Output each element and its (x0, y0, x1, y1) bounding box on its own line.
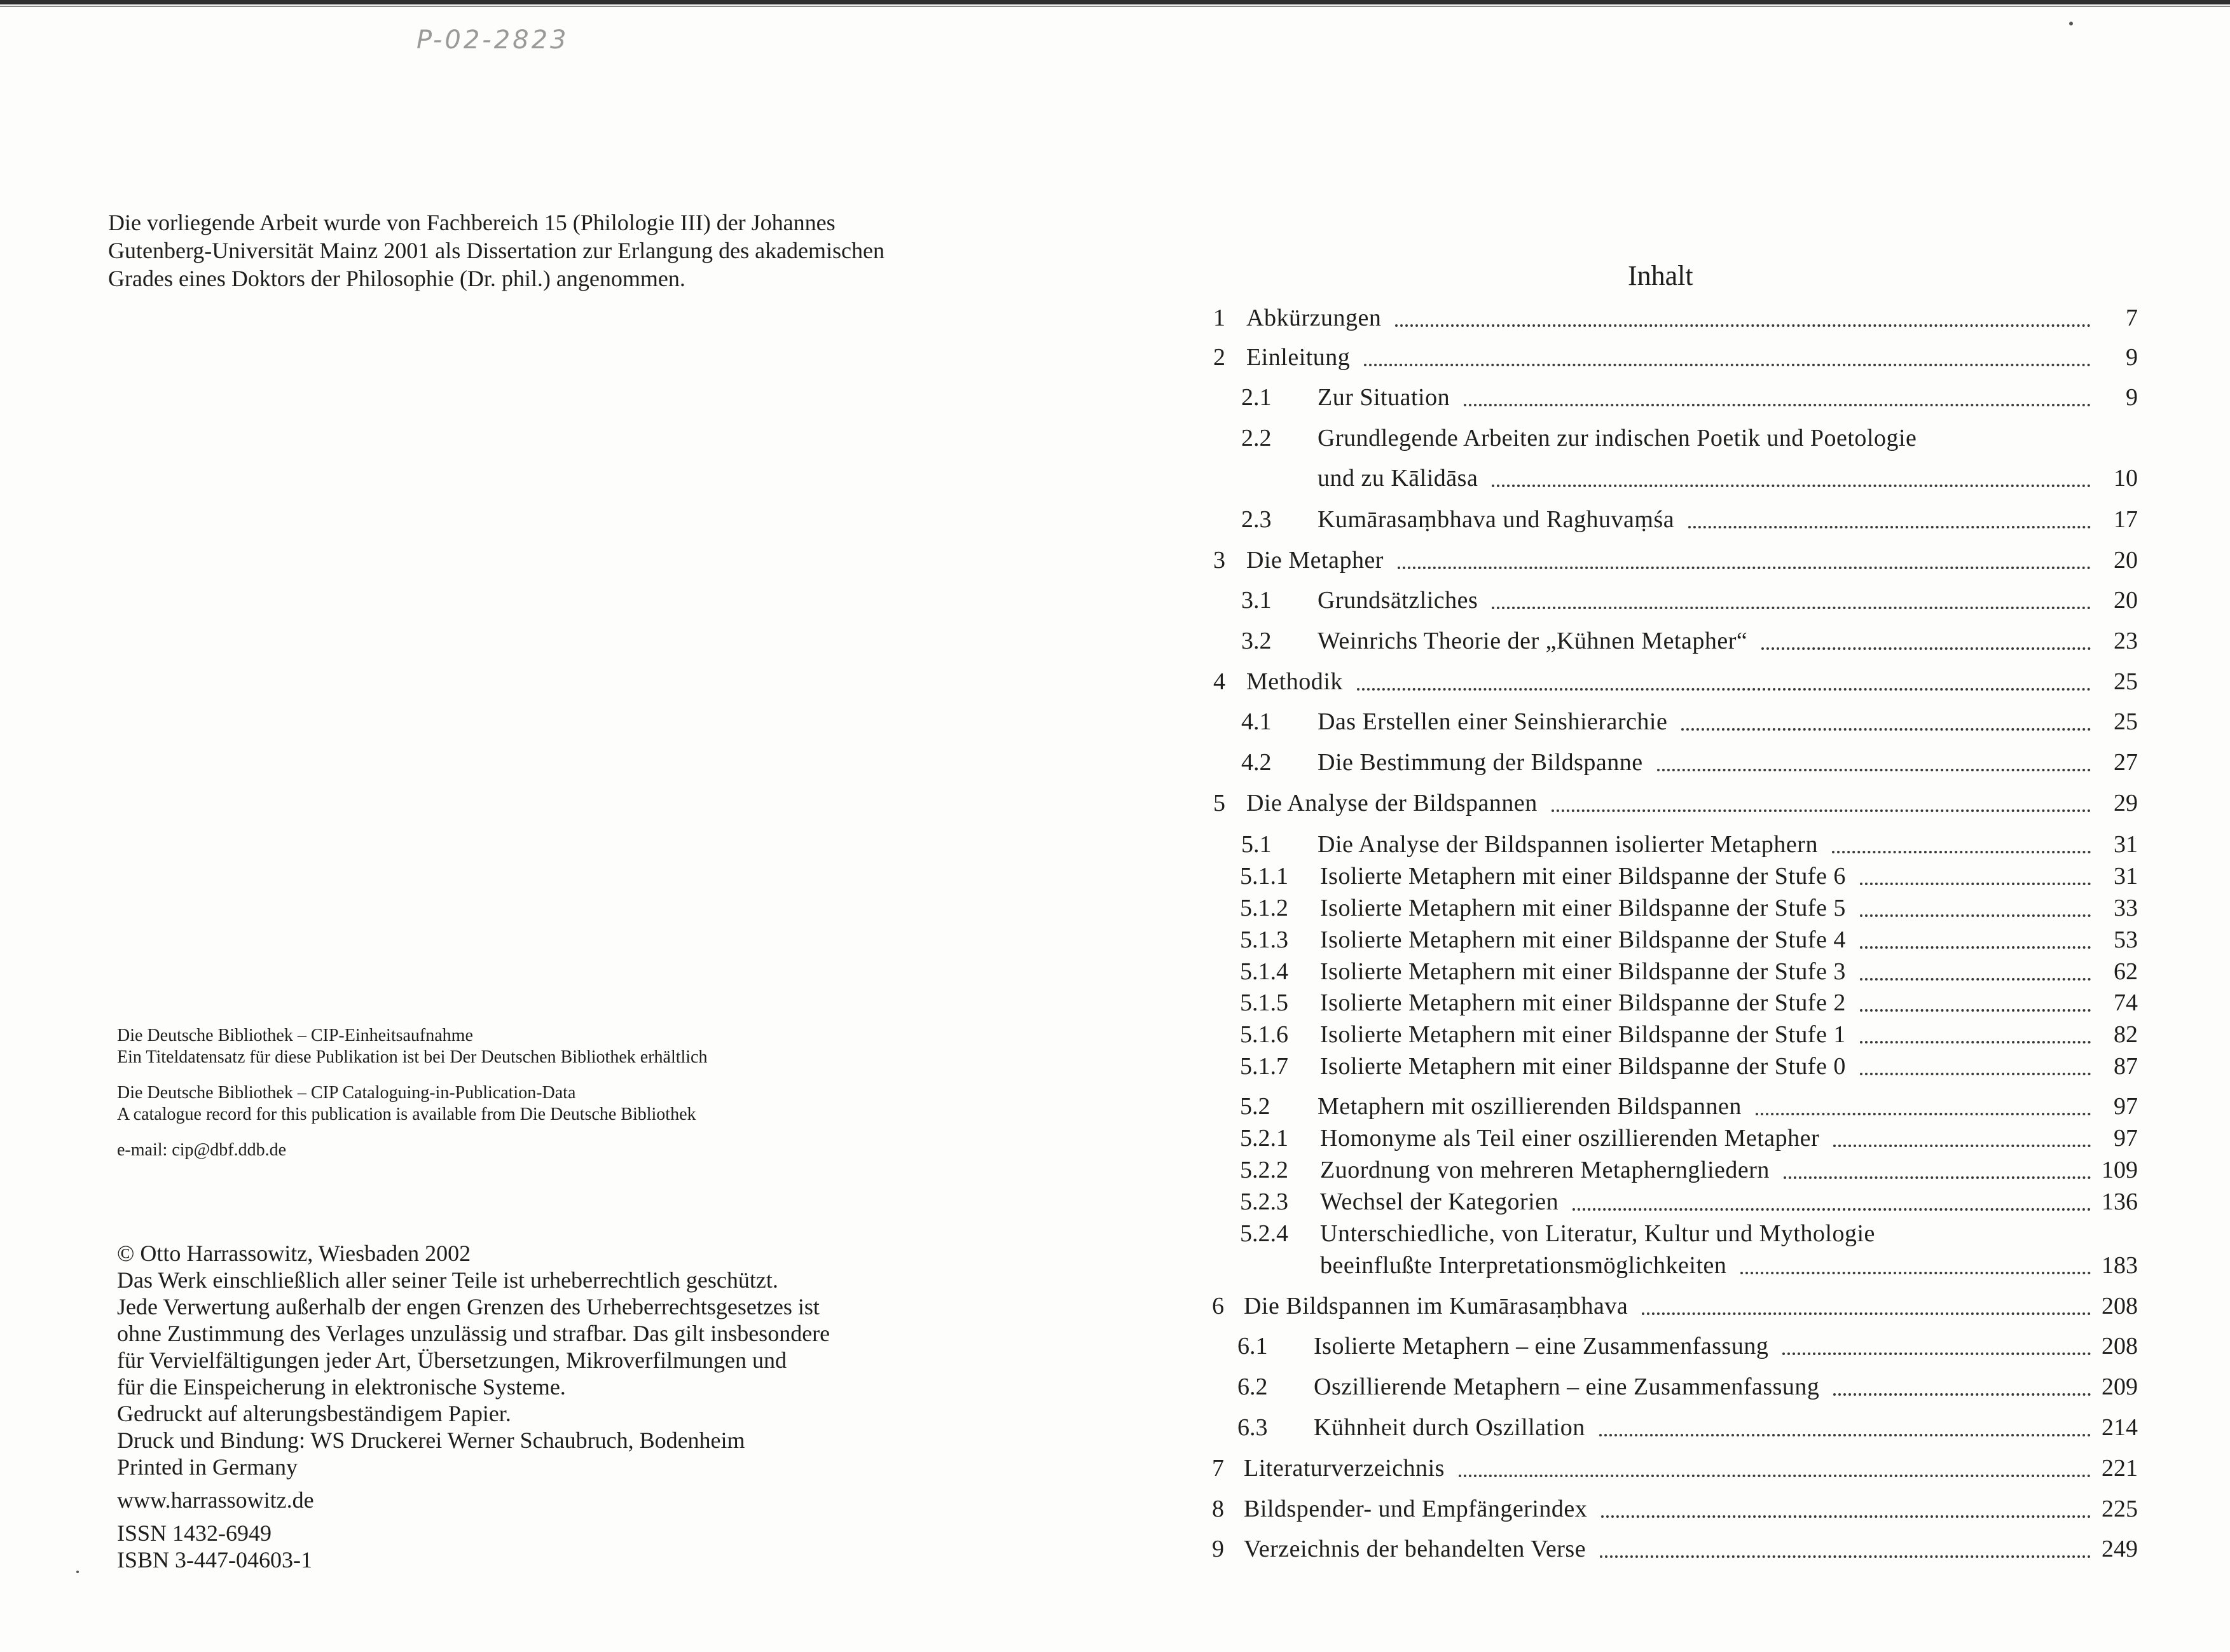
toc-entry-title: Grundsätzliches (1318, 587, 1478, 614)
toc-entry-number: 5.2.2 (1240, 1157, 1288, 1183)
toc-entry-page: 74 (2114, 989, 2138, 1016)
toc-entry (1240, 894, 2138, 925)
toc-entry-title: Wechsel der Kategorien (1320, 1188, 1559, 1215)
toc-entry-title: Isolierte Metaphern mit einer Bildspanne der Stufe 3 (1320, 958, 1846, 985)
toc-entry-page: 53 (2114, 926, 2138, 953)
toc-title: Inhalt (1628, 260, 1693, 291)
toc-entry-title: Isolierte Metaphern mit einer Bildspanne der Stufe 4 (1320, 926, 1846, 953)
toc-entry (1240, 958, 2138, 988)
intro-line: Die vorliegende Arbeit wurde von Fachbereich 15 (Philologie III) der Johannes (108, 210, 836, 235)
issn: ISSN 1432-6949 (117, 1520, 272, 1546)
toc-entry-title: Unterschiedliche, von Literatur, Kultur und Mythologie (1320, 1220, 1875, 1247)
toc-entry-title: Homonyme als Teil einer oszillierenden Metapher (1320, 1125, 1820, 1152)
toc-entry-page: 25 (2114, 708, 2138, 735)
toc-entry-page: 209 (2102, 1373, 2138, 1400)
toc-entry-number: 4.1 (1241, 708, 1272, 735)
toc-entry-title: Zur Situation (1318, 384, 1450, 411)
publisher-website: www.harrassowitz.de (117, 1487, 314, 1513)
toc-entry-page: 136 (2102, 1188, 2138, 1215)
toc-entry (1241, 627, 2138, 657)
toc-entry-number: 6.2 (1237, 1373, 1268, 1400)
cip-english-text: A catalogue record for this publication is available from Die Deutsche Bibliothek (117, 1105, 696, 1124)
cip-block (117, 1025, 944, 1161)
toc-entry-page: 20 (2114, 587, 2138, 614)
toc-entry-number: 5.1.6 (1240, 1021, 1288, 1048)
toc-entry (1212, 1454, 2138, 1485)
imprint-line: Gedruckt auf alterungsbeständigem Papier. (117, 1401, 511, 1426)
toc-entry (1212, 1292, 2138, 1323)
toc-entry-number: 5.2 (1240, 1093, 1270, 1120)
toc-entry-title: Weinrichs Theorie der „Kühnen Metapher“ (1318, 628, 1748, 654)
cip-email: e-mail: cip@dbf.ddb.de (117, 1140, 287, 1160)
toc-dot-leader (1740, 1270, 2091, 1274)
toc-entry-page: 9 (2126, 384, 2138, 411)
toc-entry-page: 31 (2114, 831, 2138, 858)
toc-entry (1237, 1414, 2138, 1444)
toc-dot-leader (1761, 646, 2091, 650)
toc-entry-number: 5.1.5 (1240, 989, 1288, 1016)
toc-entry-number: 5.1 (1241, 831, 1272, 858)
toc-dot-leader (1860, 881, 2091, 885)
toc-dot-leader (1395, 323, 2091, 327)
isbn: ISBN 3-447-04603-1 (117, 1547, 312, 1573)
toc-entry-title: Das Erstellen einer Seinshierarchie (1318, 708, 1668, 735)
toc-entry (1213, 668, 2138, 698)
toc-entry-title: Isolierte Metaphern mit einer Bildspanne der Stufe 2 (1320, 989, 1846, 1016)
toc-entry-title: Methodik (1246, 668, 1343, 695)
toc-dot-leader (1688, 525, 2091, 528)
toc-dot-leader (1833, 1392, 2091, 1396)
toc-entry-number: 2.2 (1241, 425, 1272, 451)
toc-entry-page: 33 (2114, 895, 2138, 921)
toc-entry (1240, 1188, 2138, 1218)
toc-entry-title: Literaturverzeichnis (1244, 1455, 1445, 1482)
toc-entry-number: 1 (1213, 305, 1225, 331)
toc-entry-title: Isolierte Metaphern – eine Zusammenfassung (1314, 1333, 1769, 1359)
toc-entry-page: 10 (2114, 465, 2138, 492)
toc-dot-leader (1600, 1554, 2091, 1558)
toc-entry (1240, 1092, 2138, 1123)
toc-entry (1240, 1220, 2138, 1250)
toc-entry-page: 23 (2114, 628, 2138, 654)
toc-entry-title: Isolierte Metaphern mit einer Bildspanne der Stufe 5 (1320, 895, 1846, 921)
toc-entry-title: Isolierte Metaphern mit einer Bildspanne der Stufe 0 (1320, 1053, 1846, 1080)
toc-dot-leader (1599, 1433, 2091, 1436)
toc-dot-leader (1832, 850, 2091, 853)
imprint-line: ohne Zustimmung des Verlages unzulässig und strafbar. Das gilt insbesondere (117, 1321, 830, 1346)
toc-dot-leader (1464, 403, 2091, 406)
toc-entry (1240, 1156, 2138, 1187)
toc-entry-number: 5.2.4 (1240, 1220, 1288, 1247)
handwritten-shelf-mark: P-02-2823 (416, 25, 569, 55)
toc-entry (1237, 1373, 2138, 1403)
toc-dot-leader (1552, 808, 2091, 812)
toc-dot-leader (1492, 605, 2091, 609)
dissertation-note (108, 209, 1011, 293)
toc-entry-page: 221 (2102, 1455, 2138, 1482)
toc-dot-leader (1398, 565, 2091, 569)
toc-entry-title: Kumārasaṃbhava und Raghuvaṃśa (1318, 506, 1675, 533)
toc-dot-leader (1681, 727, 2091, 731)
toc-dot-leader (1782, 1351, 2091, 1355)
toc-entry (1240, 1052, 2138, 1083)
toc-entry-number: 2.3 (1241, 506, 1272, 533)
toc-entry (1240, 1021, 2138, 1051)
toc-entry-page: 29 (2114, 790, 2138, 816)
toc-entry-number: 2.1 (1241, 384, 1272, 411)
toc-entry-page: 20 (2114, 547, 2138, 574)
toc-entry-number: 5.1.1 (1240, 863, 1288, 890)
toc-entry-title: Grundlegende Arbeiten zur indischen Poetik und Poetologie (1318, 425, 1917, 451)
toc-dot-leader (1833, 1143, 2091, 1147)
toc-dot-leader (1860, 1008, 2091, 1012)
toc-entry-number: 5.2.3 (1240, 1188, 1288, 1215)
toc-entry-page: 208 (2102, 1333, 2138, 1359)
toc-entry-page: 97 (2114, 1125, 2138, 1152)
imprint-line: Jede Verwertung außerhalb der engen Grenzen des Urheberrechtsgesetzes ist (117, 1294, 820, 1319)
toc-entry-title: Zuordnung von mehreren Metapherngliedern (1320, 1157, 1770, 1183)
toc-dot-leader (1860, 977, 2091, 981)
toc-entry (1240, 862, 2138, 893)
toc-entry-title: und zu Kālidāsa (1318, 465, 1478, 492)
toc-entry (1237, 1332, 2138, 1363)
toc-entry-page: 82 (2114, 1021, 2138, 1048)
toc-entry-page: 208 (2102, 1293, 2138, 1319)
toc-entry-page: 17 (2114, 506, 2138, 533)
toc-entry-title: Bildspender- und Empfängerindex (1244, 1496, 1588, 1522)
toc-dot-leader (1860, 1040, 2091, 1043)
toc-entry-number: 6.1 (1237, 1333, 1268, 1359)
intro-line: Grades eines Doktors der Philosophie (Dr. phil.) angenommen. (108, 266, 685, 291)
toc-entry (1240, 926, 2138, 956)
toc-entry (1240, 1124, 2138, 1155)
toc-entry-number: 6.3 (1237, 1414, 1268, 1441)
imprint-line: für die Einspeicherung in elektronische Systeme. (117, 1374, 566, 1400)
toc-entry-page: 27 (2114, 749, 2138, 776)
intro-line: Gutenberg-Universität Mainz 2001 als Dissertation zur Erlangung des akademischen (108, 238, 884, 263)
toc-dot-leader (1784, 1175, 2091, 1179)
imprint-line: Printed in Germany (117, 1454, 298, 1480)
imprint-line: für Vervielfältigungen jeder Art, Übersetzungen, Mikroverfilmungen und (117, 1347, 787, 1373)
toc-entry (1241, 464, 2138, 495)
toc-entry-title: Oszillierende Metaphern – eine Zusammenfassung (1314, 1373, 1820, 1400)
toc-entry-number: 2 (1213, 344, 1225, 371)
toc-entry (1241, 424, 2138, 455)
toc-entry-page: 225 (2102, 1496, 2138, 1522)
toc-entry-title: Abkürzungen (1246, 305, 1382, 331)
toc-dot-leader (1601, 1514, 2091, 1518)
toc-dot-leader (1657, 767, 2091, 771)
toc-entry-number: 6 (1212, 1293, 1224, 1319)
toc-dot-leader (1756, 1112, 2091, 1115)
toc-dot-leader (1364, 362, 2091, 366)
toc-entry-page: 9 (2126, 344, 2138, 371)
toc-entry (1213, 343, 2138, 374)
imprint-line: Druck und Bindung: WS Druckerei Werner Schaubruch, Bodenheim (117, 1428, 745, 1453)
toc-entry-number: 3 (1213, 547, 1225, 574)
imprint-block (117, 1240, 1007, 1573)
toc-entry-title: Isolierte Metaphern mit einer Bildspanne der Stufe 6 (1320, 863, 1846, 890)
toc-dot-leader (1642, 1311, 2091, 1315)
toc-dot-leader (1860, 1071, 2091, 1075)
toc-entry (1240, 1251, 2138, 1282)
toc-entry (1241, 506, 2138, 536)
imprint-line: Das Werk einschließlich aller seiner Teile ist urheberrechtlich geschützt. (117, 1267, 778, 1293)
imprint-line: © Otto Harrassowitz, Wiesbaden 2002 (117, 1241, 471, 1266)
toc-dot-leader (1860, 945, 2091, 949)
toc-dot-leader (1573, 1207, 2091, 1211)
toc-entry (1241, 748, 2138, 779)
toc-entry-number: 5.1.4 (1240, 958, 1288, 985)
toc-dot-leader (1357, 687, 2091, 691)
cip-german-title: Die Deutsche Bibliothek – CIP-Einheitsaufnahme (117, 1026, 473, 1045)
toc-entry (1212, 1535, 2138, 1566)
toc-entry-title: Die Bestimmung der Bildspanne (1318, 749, 1643, 776)
toc-entry-page: 183 (2102, 1252, 2138, 1279)
toc-entry-title: Die Analyse der Bildspannen (1246, 790, 1538, 816)
toc-dot-leader (1459, 1473, 2091, 1477)
toc-entry-title: Kühnheit durch Oszillation (1314, 1414, 1585, 1441)
toc-entry (1241, 383, 2138, 414)
toc-entry-title: beeinflußte Interpretationsmöglichkeiten (1320, 1252, 1727, 1279)
toc-entry-page: 31 (2114, 863, 2138, 890)
toc-entry-number: 4 (1213, 668, 1225, 695)
toc-entry-title: Die Analyse der Bildspannen isolierter Metaphern (1318, 831, 1818, 858)
toc-entry-title: Die Bildspannen im Kumārasaṃbhava (1244, 1293, 1628, 1319)
toc-entry-number: 9 (1212, 1536, 1224, 1562)
toc-entry (1241, 830, 2138, 861)
toc-entry (1212, 1495, 2138, 1525)
scan-speck (2069, 22, 2073, 25)
toc-entry-page: 7 (2126, 305, 2138, 331)
toc-entry-number: 5.1.7 (1240, 1053, 1288, 1080)
toc-entry-number: 5.1.2 (1240, 895, 1288, 921)
toc-entry (1213, 546, 2138, 577)
toc-entry-title: Verzeichnis der behandelten Verse (1244, 1536, 1586, 1562)
toc-dot-leader (1492, 483, 2091, 487)
toc-entry-page: 62 (2114, 958, 2138, 985)
toc-entry-title: Einleitung (1246, 344, 1351, 371)
toc-entry-title: Die Metapher (1246, 547, 1384, 574)
toc-entry-title: Isolierte Metaphern mit einer Bildspanne der Stufe 1 (1320, 1021, 1846, 1048)
toc-entry-page: 249 (2102, 1536, 2138, 1562)
toc-entry (1213, 304, 2138, 334)
toc-entry-title: Metaphern mit oszillierenden Bildspannen (1318, 1093, 1742, 1120)
toc-entry-number: 3.2 (1241, 628, 1272, 654)
toc-entry-number: 7 (1212, 1455, 1224, 1482)
toc-entry (1241, 586, 2138, 617)
toc-dot-leader (1860, 913, 2091, 917)
toc-entry-page: 25 (2114, 668, 2138, 695)
toc-entry (1241, 708, 2138, 738)
toc-entry-number: 3.1 (1241, 587, 1272, 614)
toc-entry-number: 5.2.1 (1240, 1125, 1288, 1152)
toc-entry-page: 97 (2114, 1093, 2138, 1120)
toc-entry (1240, 989, 2138, 1019)
cip-english-title: Die Deutsche Bibliothek – CIP Cataloguing-in-Publication-Data (117, 1083, 576, 1103)
toc-entry-number: 8 (1212, 1496, 1224, 1522)
toc-entry-number: 5.1.3 (1240, 926, 1288, 953)
toc-entry-page: 109 (2102, 1157, 2138, 1183)
cip-german-text: Ein Titeldatensatz für diese Publikation ist bei Der Deutschen Bibliothek erhältlich (117, 1047, 708, 1067)
toc-entry-number: 4.2 (1241, 749, 1272, 776)
toc-entry-page: 87 (2114, 1053, 2138, 1080)
toc-entry-number: 5 (1213, 790, 1225, 816)
toc-entry-page: 214 (2102, 1414, 2138, 1441)
toc-entry (1213, 789, 2138, 820)
